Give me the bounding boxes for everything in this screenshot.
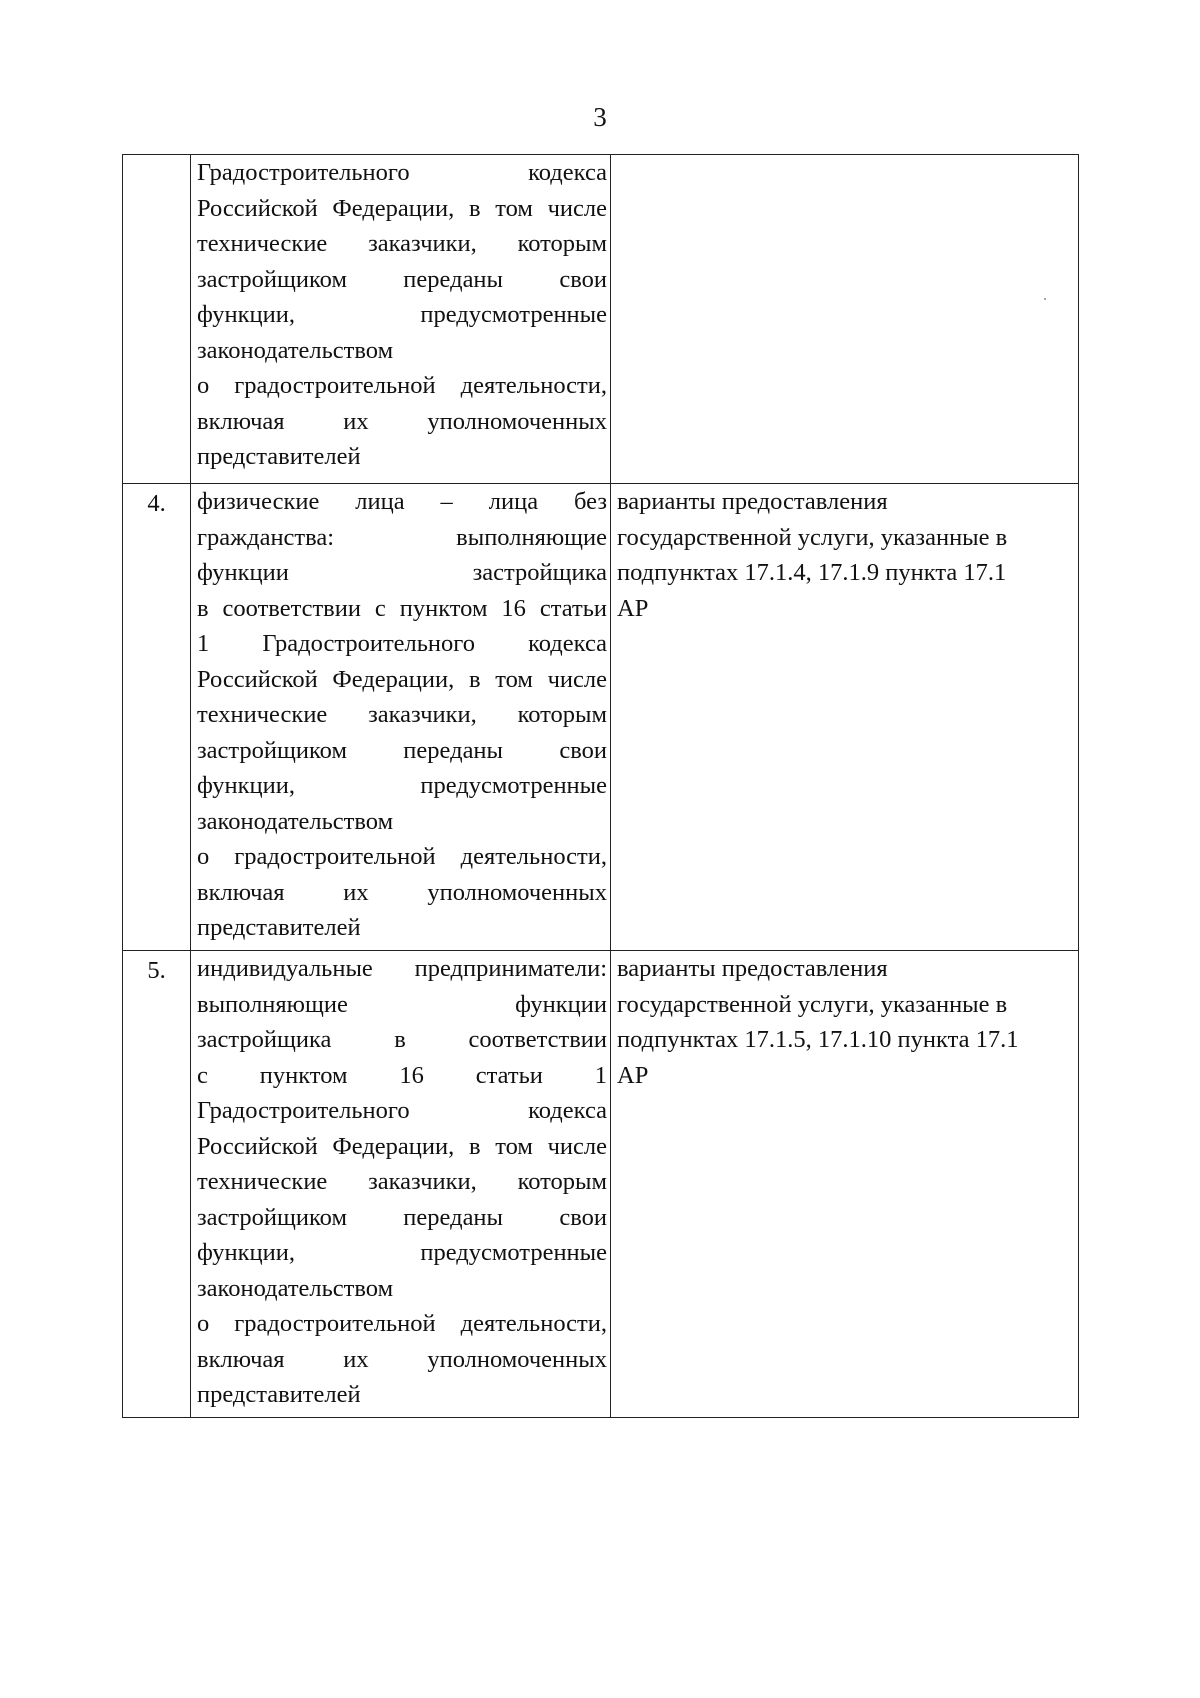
applicant-category-cell bbox=[191, 951, 611, 1418]
variant-line: государственной услуги, указанные в bbox=[617, 523, 1008, 551]
row-number-cell bbox=[123, 155, 191, 484]
category-line: функции застройщика bbox=[197, 559, 607, 586]
category-line: физические лица – лица без bbox=[197, 488, 607, 515]
category-line: функции, предусмотренные bbox=[197, 301, 607, 328]
category-line: законодательством bbox=[197, 336, 394, 364]
variant-line: АР bbox=[617, 594, 649, 622]
category-line: выполняющие функции bbox=[197, 990, 607, 1018]
variant-line: АР bbox=[617, 1061, 649, 1089]
service-variants-cell bbox=[611, 484, 1079, 951]
row-number-cell: 5. bbox=[123, 951, 191, 1418]
category-line: законодательством bbox=[197, 807, 394, 835]
category-line: функции, предусмотренные bbox=[197, 1239, 607, 1266]
category-line: включая их уполномоченных bbox=[197, 407, 607, 435]
category-line: о градостроительной деятельности, bbox=[197, 843, 607, 870]
category-line: о градостроительной деятельности, bbox=[197, 372, 607, 399]
applicants-table bbox=[122, 154, 1079, 1418]
page-number: 3 bbox=[593, 102, 607, 132]
service-variants-cell bbox=[611, 155, 1079, 484]
category-line: застройщиком переданы свои bbox=[197, 265, 607, 293]
variant-line: государственной услуги, указанные в bbox=[617, 990, 1008, 1018]
variant-line: подпунктах 17.1.5, 17.1.10 пункта 17.1 bbox=[617, 1026, 1019, 1053]
variant-line: варианты предоставления bbox=[617, 488, 888, 515]
variant-line: подпунктах 17.1.4, 17.1.9 пункта 17.1 bbox=[617, 559, 1007, 586]
category-line: функции, предусмотренные bbox=[197, 772, 607, 799]
category-line: застройщиком переданы свои bbox=[197, 1203, 607, 1231]
category-line: технические заказчики, которым bbox=[197, 1168, 607, 1195]
category-line: Градостроительного кодекса bbox=[197, 1097, 607, 1124]
service-variants-cell bbox=[611, 951, 1079, 1418]
table-row bbox=[123, 951, 1079, 1418]
category-line: представителей bbox=[197, 914, 361, 941]
category-line: застройщика в соответствии bbox=[197, 1026, 607, 1053]
row-number-cell: 4. bbox=[123, 484, 191, 951]
variant-line: варианты предоставления bbox=[617, 955, 888, 982]
category-line: о градостроительной деятельности, bbox=[197, 1310, 607, 1337]
category-line: застройщиком переданы свои bbox=[197, 736, 607, 764]
category-line: Градостроительного кодекса bbox=[197, 159, 607, 186]
table-row bbox=[123, 155, 1079, 484]
category-line: включая их уполномоченных bbox=[197, 1345, 607, 1373]
applicant-category-cell bbox=[191, 155, 611, 484]
category-line: Российской Федерации, в том числе bbox=[197, 194, 607, 222]
applicant-category-cell bbox=[191, 484, 611, 951]
category-line: законодательством bbox=[197, 1274, 394, 1302]
category-line: Российской Федерации, в том числе bbox=[197, 1132, 607, 1160]
category-line: представителей bbox=[197, 1381, 361, 1408]
category-line: с пунктом 16 статьи 1 bbox=[197, 1061, 607, 1089]
category-line: представителей bbox=[197, 443, 361, 470]
category-line: гражданства: выполняющие bbox=[197, 523, 607, 551]
category-line: 1 Градостроительного кодекса bbox=[197, 630, 607, 657]
table-row bbox=[123, 484, 1079, 951]
category-line: технические заказчики, которым bbox=[197, 701, 607, 728]
category-line: технические заказчики, которым bbox=[197, 230, 607, 257]
category-line: включая их уполномоченных bbox=[197, 878, 607, 906]
category-line: индивидуальные предприниматели: bbox=[197, 955, 607, 982]
category-line: в соответствии с пунктом 16 статьи bbox=[197, 594, 607, 622]
category-line: Российской Федерации, в том числе bbox=[197, 665, 607, 693]
